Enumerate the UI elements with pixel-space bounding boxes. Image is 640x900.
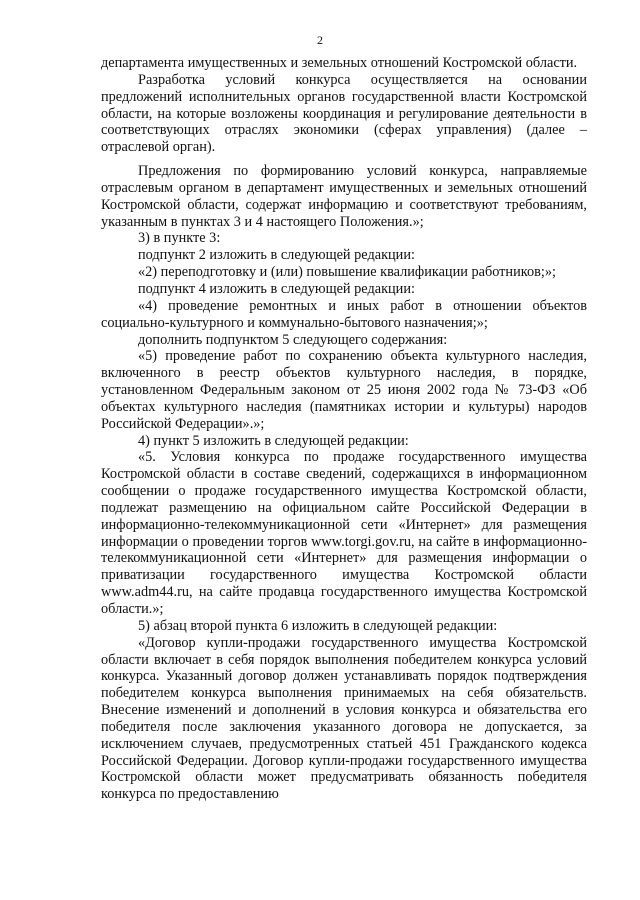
amendment-item-4-text: «5. Условия конкурса по продаже государственного имущества Костромской области в составе сведений, содержащихся в информационном сообщении о продаже государственного имущества Костромской области, подлежат размещению на официальном сайте Российской Федерации в информационно-телекоммуникационной сети «Интернет» для размещения информации о проведении торгов www.torgi.gov.ru, на сайте в информационно-телекоммуникационной сети «Интернет» для размещения информации о приватизации государственного имущества Костромской области www.adm44.ru, на сайте продавца государственного имущества Костромской области.»;: [101, 449, 587, 617]
amendment-subitem-2-intro: подпункт 2 изложить в следующей редакции:: [138, 247, 415, 264]
paragraph-continuation: департамента имущественных и земельных отношений Костромской области.: [101, 55, 578, 71]
page-number: 2: [317, 33, 323, 47]
amendment-subitem-4-text: «4) проведение ремонтных и иных работ в отношении объектов социально-культурного и коммунально-бытового назначения;»;: [101, 297, 587, 331]
amendment-item-3: 3) в пункте 3:: [138, 230, 221, 247]
amendment-item-4: 4) пункт 5 изложить в следующей редакции:: [138, 432, 409, 449]
paragraph-conditions-development: Разработка условий конкурса осуществляется на основании предложений исполнительных органов государственной власти Костромской области, на которые возложены координация и регулирование деятельности в соответствующих отраслях экономики (сферах управления) (далее – отраслевой орган).: [101, 71, 587, 156]
document-body: [101, 55, 587, 803]
amendment-item-5: 5) абзац второй пункта 6 изложить в следующей редакции:: [138, 617, 498, 634]
amendment-subitem-5-intro: дополнить подпунктом 5 следующего содержания:: [138, 331, 448, 348]
amendment-subitem-2-text: «2) переподготовку и (или) повышение квалификации работников;»;: [138, 264, 556, 281]
paragraph-proposals: Предложения по формированию условий конкурса, направляемые отраслевым органом в департамент имущественных и земельных отношений Костромской области, содержат информацию и соответствуют требованиям, указанным в пунктах 3 и 4 настоящего Положения.»;: [101, 163, 587, 230]
amendment-item-5-text: «Договор купли-продажи государственного имущества Костромской области включает в себя порядок выполнения победителем конкурса условий конкурса. Указанный договор должен устанавливать порядок подтверждения победителем конкурса выполнения принимаемых на себя обязательств. Внесение изменений и дополнений в условия конкурса и обязательства его победителя после заключения указанного договора не допускается, за исключением случаев, предусмотренных статьей 451 Гражданского кодекса Российской Федерации. Договор купли-продажи государственного имущества Костромской области может предусматривать обязанность победителя конкурса по предоставлению: [101, 634, 587, 803]
amendment-subitem-4-intro: подпункт 4 изложить в следующей редакции:: [138, 280, 415, 297]
amendment-subitem-5-text: «5) проведение работ по сохранению объекта культурного наследия, включенного в реестр объектов культурного наследия, в порядке, установленном Федеральным законом от 25 июня 2002 года № 73-ФЗ «Об объектах культурного наследия (памятниках истории и культуры) народов Российской Федерации».»;: [101, 348, 587, 432]
